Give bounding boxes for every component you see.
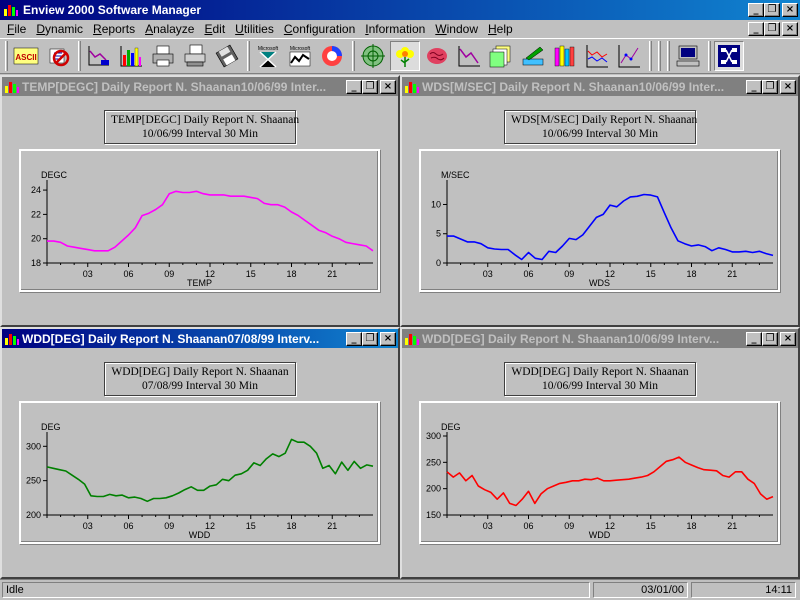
- x-variable-label: TEMP: [186, 278, 212, 288]
- y-tick-label: 0: [435, 258, 441, 268]
- toolbar-grip[interactable]: [649, 41, 652, 71]
- plot-panel: [19, 149, 380, 292]
- window-maximize-button[interactable]: ❐: [362, 332, 378, 346]
- chart-window-icon: [404, 332, 420, 346]
- y-unit-label: M/SEC: [441, 170, 470, 180]
- y-tick-label: 300: [425, 431, 441, 441]
- plot-panel: [419, 149, 780, 292]
- x-tick-label: 09: [164, 521, 175, 531]
- app-restore-button[interactable]: ❐: [764, 3, 780, 17]
- x-tick-label: 15: [645, 521, 656, 531]
- window-title-bar[interactable]: [2, 329, 398, 348]
- x-tick-label: 15: [245, 269, 256, 279]
- brain-icon[interactable]: [422, 41, 452, 71]
- x-tick-label: 21: [327, 269, 338, 279]
- app-close-button[interactable]: ×: [782, 3, 798, 17]
- report-interval: 10/06/99 Interval 30 Min: [542, 128, 658, 140]
- x-tick-label: 21: [727, 521, 738, 531]
- x-variable-label: WDS: [589, 278, 610, 288]
- mdi-restore-button[interactable]: ❐: [764, 22, 780, 36]
- x-tick-label: 15: [645, 269, 656, 279]
- x-tick-label: 21: [727, 269, 738, 279]
- wdd-report-window-active[interactable]: [0, 327, 400, 579]
- window-close-button[interactable]: ×: [780, 332, 796, 346]
- excel-chart-label: Microsoft: [289, 46, 311, 52]
- x-tick-label: 12: [204, 521, 216, 531]
- x-tick-label: 06: [123, 521, 134, 531]
- mdi-minimize-button[interactable]: _: [748, 22, 764, 36]
- window-close-button[interactable]: ×: [380, 332, 396, 346]
- toolbar: [0, 38, 800, 74]
- x-tick-label: 18: [286, 521, 297, 531]
- x-tick-label: 18: [686, 269, 697, 279]
- line-chart: [21, 151, 382, 294]
- y-tick-label: 18: [30, 258, 41, 268]
- ascii-icon[interactable]: [11, 41, 41, 71]
- window-close-button[interactable]: ×: [380, 80, 396, 94]
- wds-report-window[interactable]: [400, 75, 800, 327]
- computer-icon[interactable]: [673, 41, 703, 71]
- y-tick-label: 250: [425, 457, 441, 468]
- menu-dynamic[interactable]: Dynamic: [36, 22, 84, 36]
- window-title: WDD[DEG] Daily Report N. Shaanan07/08/99 Interv...: [22, 331, 320, 346]
- menu-information[interactable]: Information: [365, 22, 426, 36]
- x-tick-label: 18: [286, 269, 297, 279]
- menu-reports[interactable]: Reports: [93, 22, 136, 36]
- window-title: WDD[DEG] Daily Report N. Shaanan10/06/99 Interv...: [422, 331, 720, 346]
- x-tick-label: 06: [523, 521, 534, 531]
- y-tick-label: 22: [30, 209, 41, 220]
- mdi-workspace: [0, 75, 800, 580]
- status-text: Idle: [2, 582, 590, 598]
- bar-chart-icon[interactable]: [116, 41, 146, 71]
- no-icon[interactable]: [43, 41, 73, 71]
- x-tick-label: 09: [564, 269, 575, 279]
- y-unit-label: DEGC: [41, 170, 68, 180]
- report-interval: 07/08/99 Interval 30 Min: [142, 380, 258, 392]
- wdd-report-window[interactable]: [400, 327, 800, 579]
- report-title: WDD[DEG] Daily Report N. Shaanan: [111, 366, 289, 378]
- printer-2-icon[interactable]: [180, 41, 210, 71]
- data-series-line: [447, 195, 773, 260]
- y-tick-label: 10: [430, 199, 441, 210]
- x-tick-label: 06: [523, 269, 534, 279]
- y-unit-label: DEG: [41, 422, 61, 432]
- y-tick-label: 20: [30, 233, 41, 244]
- report-title: WDS[M/SEC] Daily Report N. Shaanan: [511, 114, 698, 126]
- excel-label: Microsoft: [257, 46, 279, 52]
- x-tick-label: 03: [82, 269, 93, 279]
- window-maximize-button[interactable]: ❐: [762, 332, 778, 346]
- x-tick-label: 21: [327, 521, 338, 531]
- chart-window-icon: [4, 80, 20, 94]
- app-chart-icon: [3, 3, 19, 17]
- menu-window[interactable]: Window: [435, 22, 478, 36]
- toolbar-grip[interactable]: [708, 41, 711, 71]
- toolbar-grip[interactable]: [667, 41, 670, 71]
- flower-icon[interactable]: [390, 41, 420, 71]
- window-minimize-button[interactable]: _: [746, 80, 762, 94]
- y-tick-label: 24: [30, 185, 41, 196]
- window-maximize-button[interactable]: ❐: [362, 80, 378, 94]
- x-tick-label: 03: [482, 269, 493, 279]
- multi-chart-icon[interactable]: [582, 41, 612, 71]
- x-tick-label: 15: [245, 521, 256, 531]
- window-title: WDS[M/SEC] Daily Report N. Shaanan10/06/99 Inter...: [422, 79, 725, 94]
- window-title-bar[interactable]: [2, 77, 398, 96]
- temp-report-window[interactable]: [0, 75, 400, 327]
- report-header: [504, 110, 696, 144]
- chart-edit-icon[interactable]: [84, 41, 114, 71]
- x-tick-label: 06: [123, 269, 134, 279]
- toolbar-grip[interactable]: [352, 41, 355, 71]
- data-series-line: [47, 439, 373, 501]
- menu-bar: [0, 20, 800, 38]
- window-close-button[interactable]: ×: [780, 80, 796, 94]
- x-variable-label: WDD: [588, 530, 611, 540]
- chart-window-icon: [4, 332, 20, 346]
- y-tick-label: 200: [425, 483, 441, 494]
- window-minimize-button[interactable]: _: [746, 332, 762, 346]
- report-interval: 10/06/99 Interval 30 Min: [142, 128, 258, 140]
- menu-edit[interactable]: Edit: [204, 22, 226, 36]
- files-icon[interactable]: [486, 41, 516, 71]
- toolbar-grip[interactable]: [247, 41, 250, 71]
- window-maximize-button[interactable]: ❐: [762, 80, 778, 94]
- app-title: Enview 2000 Software Manager: [23, 3, 202, 17]
- menu-help[interactable]: Help: [487, 22, 513, 36]
- x-tick-label: 12: [604, 521, 616, 531]
- x-tick-label: 09: [564, 521, 575, 531]
- x-tick-label: 09: [164, 269, 175, 279]
- report-title: TEMP[DEGC] Daily Report N. Shaanan: [111, 114, 300, 126]
- refresh-icon[interactable]: [317, 41, 347, 71]
- window-title-bar[interactable]: [402, 329, 798, 348]
- menu-configuration[interactable]: Configuration: [283, 22, 356, 36]
- line-chart: [421, 403, 782, 546]
- report-header: [504, 362, 696, 396]
- y-tick-label: 200: [25, 510, 41, 520]
- app-title-bar: [0, 0, 800, 20]
- mdi-close-button[interactable]: ×: [782, 22, 798, 36]
- ascii-label: ASCII: [15, 53, 37, 62]
- pen-icon[interactable]: [518, 41, 548, 71]
- line-chart: [21, 403, 382, 546]
- report-title: WDD[DEG] Daily Report N. Shaanan: [511, 366, 689, 378]
- x-tick-label: 03: [82, 521, 93, 531]
- plot-panel: [19, 401, 380, 544]
- app-minimize-button[interactable]: _: [748, 3, 764, 17]
- x-tick-label: 03: [482, 521, 493, 531]
- x-tick-label: 18: [686, 521, 697, 531]
- y-tick-label: 300: [25, 441, 41, 452]
- y-unit-label: DEG: [441, 422, 461, 432]
- data-series-line: [447, 457, 773, 505]
- excel-chart-icon[interactable]: [285, 41, 315, 71]
- network-icon[interactable]: [714, 41, 744, 71]
- data-series-line: [47, 191, 373, 251]
- status-date: 03/01/00: [593, 582, 688, 598]
- y-tick-label: 5: [435, 228, 441, 239]
- report-header: [104, 362, 296, 396]
- books-icon[interactable]: [550, 41, 580, 71]
- excel-icon[interactable]: [253, 41, 283, 71]
- menu-utilities[interactable]: Utilities: [235, 22, 274, 36]
- line-chart: [421, 151, 782, 294]
- x-variable-label: WDD: [188, 530, 211, 540]
- x-tick-label: 12: [604, 269, 616, 279]
- status-time: 14:11: [691, 582, 796, 598]
- y-tick-label: 250: [25, 475, 41, 486]
- y-tick-label: 150: [425, 510, 441, 520]
- window-minimize-button[interactable]: _: [346, 332, 362, 346]
- x-tick-label: 12: [204, 269, 216, 279]
- menu-analayze[interactable]: Analayze: [145, 22, 195, 36]
- xy-chart-icon[interactable]: [614, 41, 644, 71]
- line-chart-icon[interactable]: [454, 41, 484, 71]
- report-header: [104, 110, 300, 144]
- toolbar-grip[interactable]: [5, 41, 8, 71]
- toolbar-grip[interactable]: [658, 41, 661, 71]
- report-interval: 10/06/99 Interval 30 Min: [542, 380, 658, 392]
- disk-icon[interactable]: [212, 41, 242, 71]
- window-title-bar[interactable]: [402, 77, 798, 96]
- plot-panel: [419, 401, 780, 544]
- printer-icon[interactable]: [148, 41, 178, 71]
- menu-file[interactable]: File: [7, 22, 27, 36]
- window-title: TEMP[DEGC] Daily Report N. Shaanan10/06/99 Inter...: [22, 79, 327, 94]
- toolbar-grip[interactable]: [78, 41, 81, 71]
- window-minimize-button[interactable]: _: [346, 80, 362, 94]
- crosshair-icon[interactable]: [358, 41, 388, 71]
- chart-window-icon: [404, 80, 420, 94]
- status-bar: [0, 580, 800, 600]
